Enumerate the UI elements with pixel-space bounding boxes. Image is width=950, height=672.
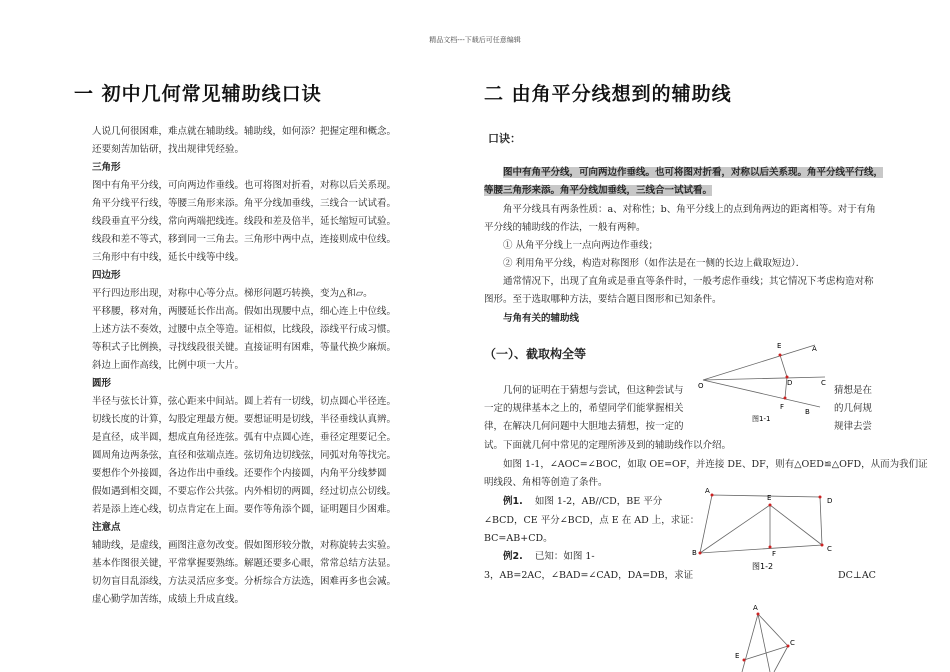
figure-1-3	[730, 600, 810, 672]
right-title: 二 由角平分线想到的辅助线	[484, 83, 732, 105]
left-verse-line: 斜边上面作高线，比例中项一大片。	[92, 360, 245, 371]
section-1-heading: （一）、截取构全等	[484, 347, 587, 361]
para2-line2: 图形。至于选取哪种方法，要结合题目图形和已知条件。	[484, 294, 722, 305]
method-2: ② 利用角平分线，构造对称图形（如作法是在一侧的长边上截取短边）．	[503, 258, 806, 269]
left-verse-line: 线段垂直平分线，常向两端把线连。线段和差及倍半，延长缩短可试验。	[92, 216, 397, 227]
guess-line1-tail: 猜想是在	[834, 385, 873, 396]
left-verse-line: 切线长度的计算，勾股定理最方便。要想证明是切线，半径垂线认真辨。	[92, 414, 397, 425]
left-verse-line: 半径与弦长计算，弦心距来中间站。圆上若有一切线，切点圆心半径连。	[92, 396, 397, 407]
fig3-label-a: A	[753, 604, 758, 612]
guess-line3-tail: 规律去尝	[834, 421, 873, 432]
para1-line1: 角平分线具有两条性质：a、对称性；b、角平分线上的点到角两边的距离相等。对于有角	[503, 204, 876, 215]
left-verse-line: 若是添上连心线，切点肯定在上面。要作等角添个圆，证明题目少困难。	[92, 504, 397, 515]
guess-line2-tail: 的几何规	[834, 403, 873, 414]
para2-line1: 通常情况下，出现了直角或是垂直等条件时，一般考虑作垂线；其它情况下考虑构造对称	[503, 276, 874, 287]
left-verse-line: 虚心勤学加苦练，成绩上升成直线。	[92, 594, 245, 605]
left-verse-line: 人说几何很困难，难点就在辅助线。辅助线，如何添？把握定理和概念。	[92, 126, 397, 137]
left-verse-line: 圆周角边两条弦，直径和弦端点连。弦切角边切线弦，同弧对角等找完。	[92, 450, 397, 461]
fig3-label-e: E	[735, 652, 740, 660]
example-1-line2: ∠BCD，CE 平分∠BCD，点 E 在 AD 上，求证：	[484, 515, 700, 526]
page-header: 精品文档---下载后可任意编辑	[429, 36, 521, 44]
example-1-label: 例1.	[503, 496, 523, 507]
fig2-label-b: B	[692, 549, 697, 557]
left-verse-line: 假如遇到相交圆，不要忘作公共弦。内外相切的两圆，经过切点公切线。	[92, 486, 397, 497]
left-verse	[92, 123, 396, 609]
left-verse-line: 切勿盲目乱添线，方法灵活应多变。分析综合方法选，困难再多也会减。	[92, 576, 397, 587]
left-title: 一 初中几何常见辅助线口诀	[74, 83, 322, 105]
fig2-label-c: C	[827, 545, 832, 553]
left-verse-line: 要想作个外接圆，各边作出中垂线。还要作个内接圆，内角平分线梦圆	[92, 468, 387, 479]
koujue-label: 口诀：	[488, 132, 521, 145]
fig1-label-f: F	[780, 403, 785, 411]
left-verse-line: 上述方法不奏效，过腰中点全等造。证相似，比线段，添线平行成习惯。	[92, 324, 397, 335]
para1-line2: 平分线的辅助线的作法，一般有两种。	[484, 222, 646, 233]
left-verse-line: 三角形中有中线，延长中线等中线。	[92, 252, 245, 263]
fig1-label-e: E	[777, 342, 782, 350]
left-verse-line: 图中有角平分线，可向两边作垂线。也可将图对折看，对称以后关系现。	[92, 180, 397, 191]
fig2-caption: 图1-2	[752, 562, 774, 571]
left-verse-line: 等积式子比例换，寻找线段很关键。直接证明有困难，等量代换少麻烦。	[92, 342, 397, 353]
para3-line1: 如图 1-1，∠AOC=∠BOC，如取 OE=OF，并连接 DE、DF，则有△OED≌△OFD，从而为我们证	[503, 459, 928, 470]
left-verse-line: 辅助线，是虚线，画图注意勿改变。假如图形较分散，对称旋转去实验。	[92, 540, 397, 551]
example-2-line1: 例2. 已知：如图 1-	[503, 551, 595, 562]
left-section-heading: 三角形	[92, 162, 121, 173]
fig1-label-c: C	[821, 379, 826, 387]
left-section-heading: 四边形	[92, 270, 121, 281]
left-verse-line: 基本作图很关键，平常掌握要熟练。解题还要多心眼，常常总结方法显。	[92, 558, 397, 569]
example-2-line2-tail: DC⊥AC	[838, 570, 876, 581]
left-verse-line: 平移腰，移对角，两腰延长作出高。假如出现腰中点，细心连上中位线。	[92, 306, 397, 317]
fig2-label-e: E	[767, 494, 772, 502]
guess-line1: 几何的证明在于猜想与尝试，但这种尝试与	[503, 385, 684, 396]
highlight-line-2: 等腰三角形来添。角平分线加垂线，三线合一试试看。	[484, 185, 713, 196]
subheading-angle: 与角有关的辅助线	[503, 313, 580, 324]
example-1-line3: BC=AB+CD。	[484, 533, 553, 544]
fig1-caption: 图1-1	[752, 415, 771, 423]
left-verse-line: 是直径，成半圆，想成直角径连弦。弧有中点圆心连，垂径定理要记全。	[92, 432, 397, 443]
highlight-line-1: 图中有角平分线，可向两边作垂线。也可将图对折看，对称以后关系现。角平分线平行线，	[503, 167, 884, 178]
left-verse-line: 线段和差不等式，移到同一三角去。三角形中两中点，连接则成中位线。	[92, 234, 397, 245]
left-verse-line: 平行四边形出现，对称中心等分点。梯形问题巧转换，变为△和▱。	[92, 288, 373, 299]
example-2-line2: 3，AB=2AC，∠BAD=∠CAD，DA=DB，求证	[484, 570, 694, 581]
left-section-heading: 注意点	[92, 522, 121, 533]
example-1-line1: 例1. 如图 1-2，AB//CD，BE 平分	[503, 496, 663, 507]
figure-1-2	[690, 485, 840, 575]
guess-line2: 一定的规律基本之上的，希望同学们能掌握相关	[484, 403, 684, 414]
para3-line2: 明线段、角相等创造了条件。	[484, 477, 608, 488]
fig2-label-f: F	[772, 550, 777, 558]
fig3-label-c: C	[790, 639, 795, 647]
figure-1-1	[695, 335, 835, 425]
fig1-label-b: B	[805, 408, 810, 416]
fig1-label-a: A	[812, 345, 817, 353]
method-1: ① 从角平分线上一点向两边作垂线；	[503, 240, 659, 251]
guess-line3: 律，在解决几何问题中大胆地去猜想，按一定的	[484, 421, 684, 432]
left-verse-line: 角平分线平行线，等腰三角形来添。角平分线加垂线，三线合一试试看。	[92, 198, 397, 209]
left-section-heading: 圆形	[92, 378, 112, 389]
fig1-label-o: O	[698, 382, 704, 390]
fig2-label-d: D	[827, 497, 833, 505]
guess-line4: 试。下面就几何中常见的定理所涉及到的辅助线作以介绍。	[484, 440, 732, 451]
fig2-label-a: A	[705, 487, 710, 495]
example-2-label: 例2.	[503, 551, 523, 562]
fig1-label-d: D	[787, 379, 793, 387]
left-verse-line: 还要刻苦加钻研，找出规律凭经验。	[92, 144, 245, 155]
